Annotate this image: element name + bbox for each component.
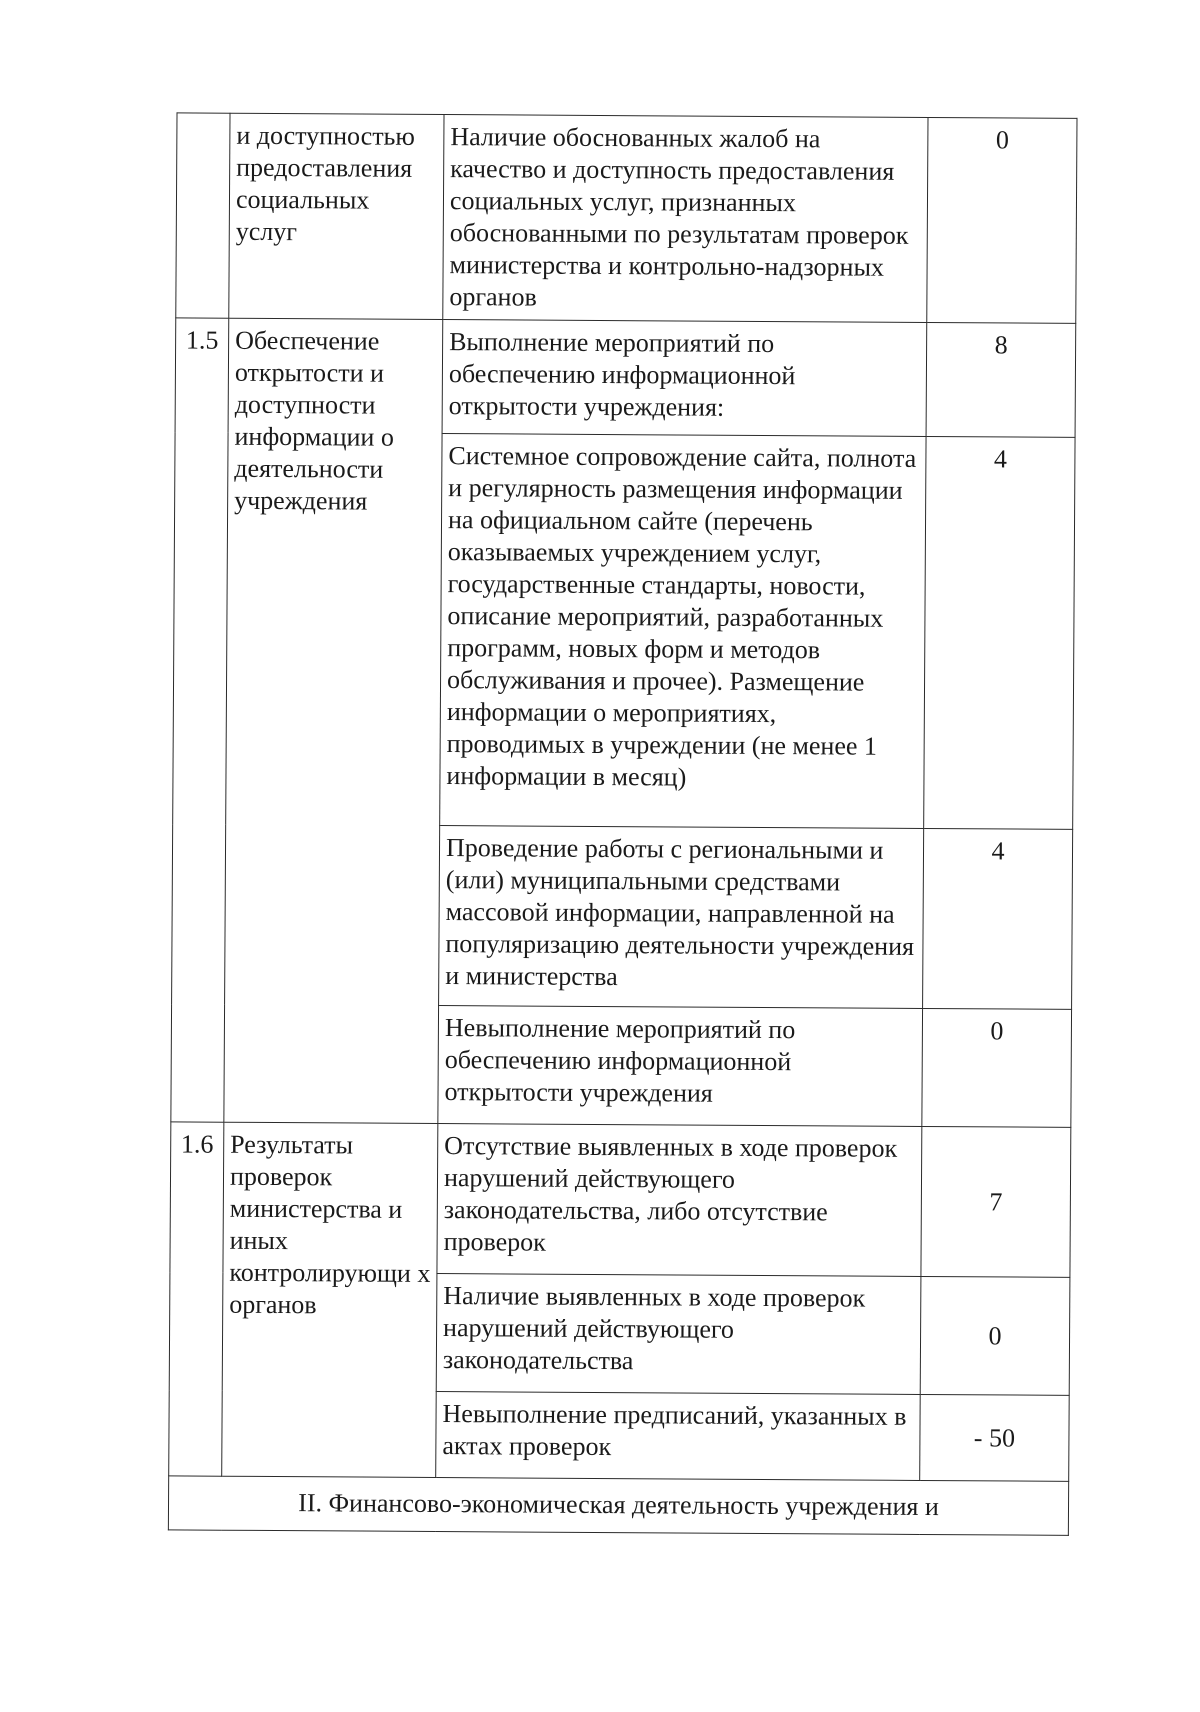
score-cell: 0 [927,117,1077,323]
score-cell: 8 [926,322,1076,437]
criteria-table [168,112,1078,1535]
criterion-cell: Невыполнение мероприятий по обеспечению информационной открытости учреждения [438,1006,923,1127]
row-number [176,113,230,318]
parameter-cell: и доступностью предоставления социальных услуг [229,113,444,319]
score-cell: 4 [923,828,1073,1009]
score-cell: 4 [924,436,1075,829]
score-cell: 7 [921,1126,1071,1277]
score-cell: - 50 [920,1394,1070,1481]
row-number: 1.5 [171,318,229,1122]
section-row [168,1476,1068,1535]
criterion-cell: Невыполнение предписаний, указанных в актах проверок [436,1392,921,1481]
criterion-cell: Проведение работы с региональными и (или) муниципальными средствами массовой информации, направленной на популяризацию деятельности учреждения и министерства [439,826,924,1009]
table-row [170,1122,1071,1277]
criterion-cell: Системное сопровождение сайта, полнота и регулярность размещения информации на официальном сайте (перечень оказываемых учреждением услуг, государственные стандарты, новости, описание мероприятий, разработанных программ, новых форм и методов обслуживания и прочее). Размещение информации о мероприятиях, проводимых в учреждении (не менее 1 информации в месяц) [440,434,926,829]
table-row [176,113,1077,323]
table-row [175,318,1076,437]
criterion-cell: Наличие выявленных в ходе проверок нарушений действующего законодательства [436,1274,921,1395]
criterion-cell: Наличие обоснованных жалоб на качество и доступность предоставления социальных услуг, признанных обоснованными по результатам проверок министерства и контрольно-надзорных органов [443,115,928,323]
parameter-cell: Обеспечение открытости и доступности информации о деятельности учреждения [224,318,443,1123]
criterion-cell: Отсутствие выявленных в ходе проверок нарушений действующего законодательства, либо отсутствие проверок [437,1124,922,1277]
parameter-cell: Результаты проверок министерства и иных контролирующи х органов [222,1122,438,1477]
section-heading: II. Финансово-экономическая деятельность учреждения и [168,1476,1068,1535]
score-cell: 0 [920,1276,1070,1395]
score-cell: 0 [922,1008,1072,1127]
criterion-cell: Выполнение мероприятий по обеспечению информационной открытости учреждения: [442,320,927,437]
row-number: 1.6 [169,1122,224,1476]
